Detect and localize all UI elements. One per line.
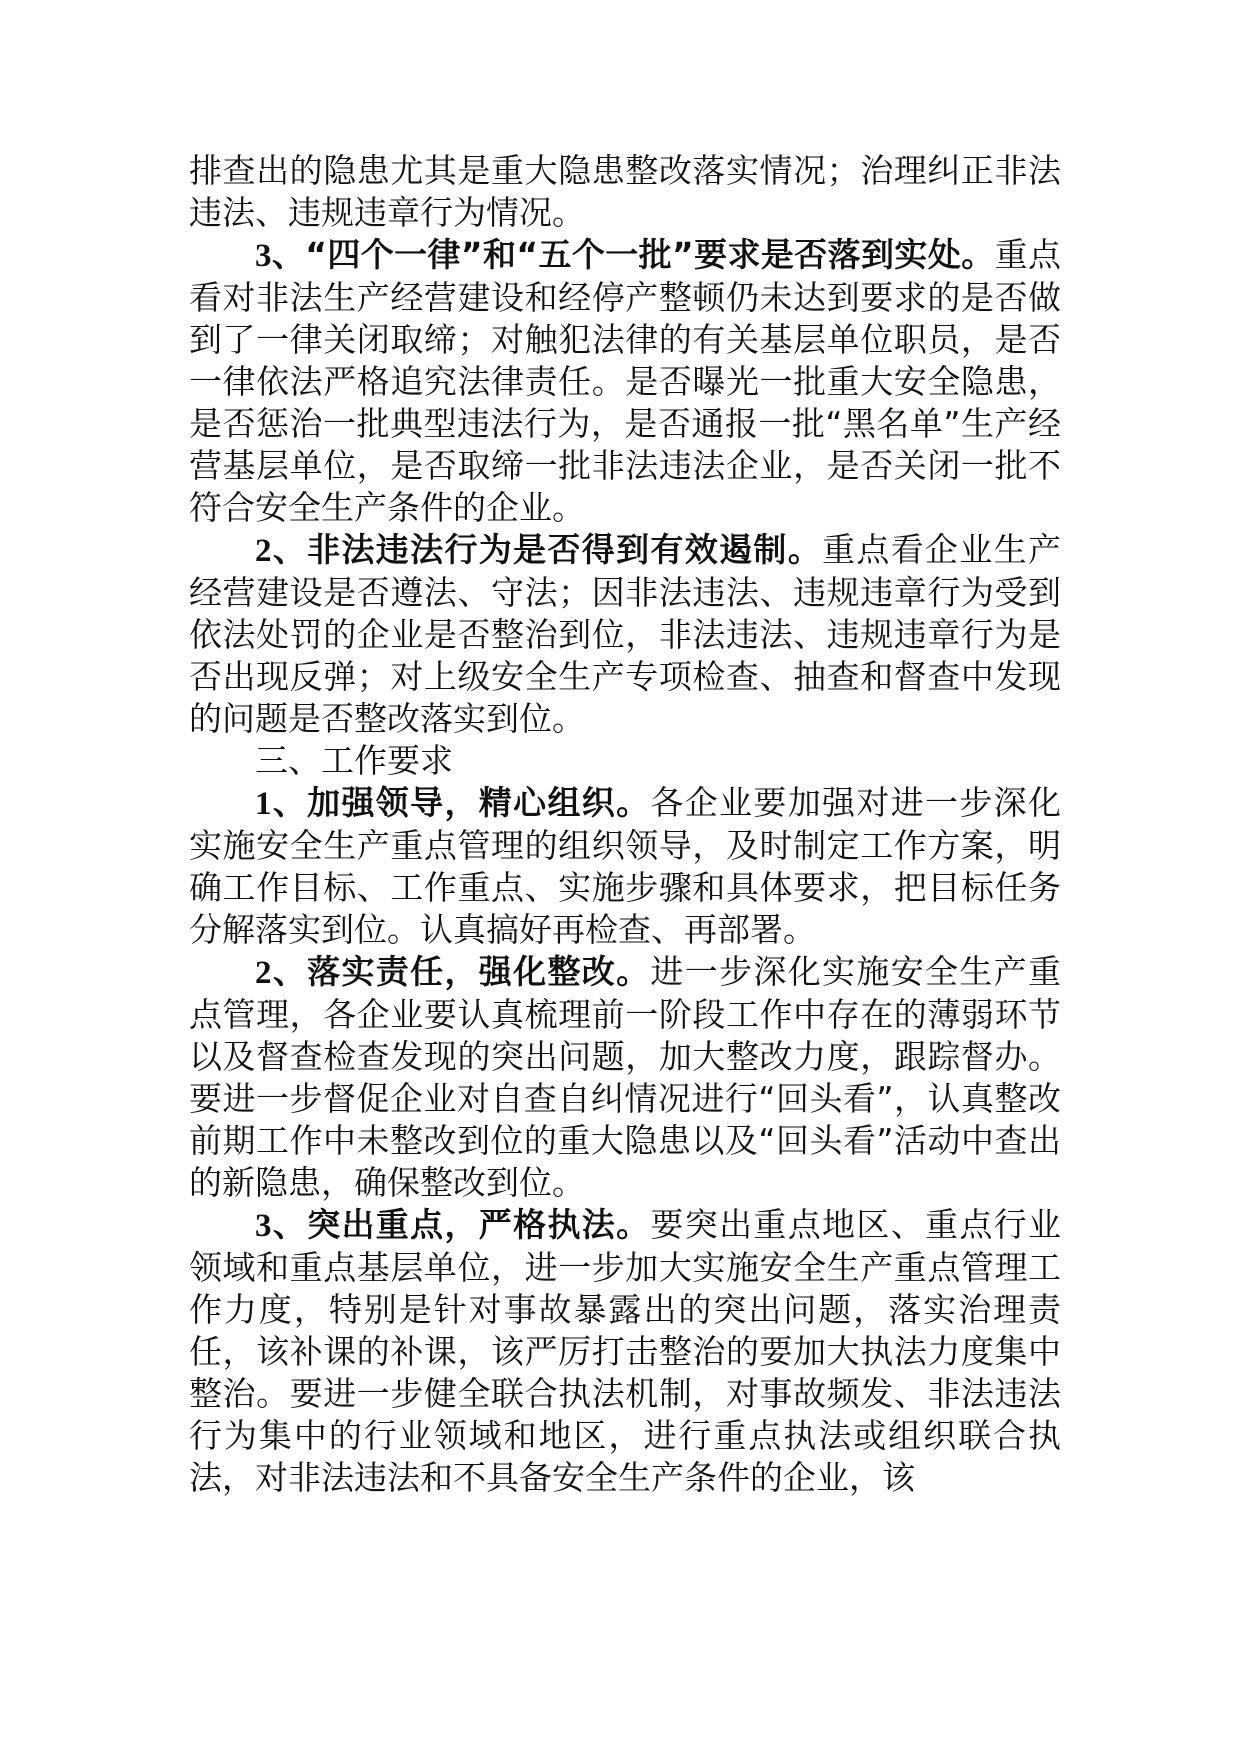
item-heading: “四个一律”和“五个一批”要求是否落到实处。	[305, 235, 995, 274]
paragraph-item-3-four-rules	[189, 234, 1061, 529]
paragraph-item-2-illegal-acts	[189, 529, 1061, 740]
section-title: 三、工作要求	[255, 741, 453, 780]
item-heading: 落实责任，强化整改。	[307, 952, 651, 991]
item-heading: 加强领导，精心组织。	[307, 783, 651, 822]
paragraph-body: 排查出的隐患尤其是重大隐患整改落实情况；治理纠正非法违法、违规违章行为情况。	[189, 151, 1061, 232]
paragraph-body: 重点看企业生产经营建设是否遵法、守法；因非法违法、违规违章行为受到依法处罚的企业是否整治到位，非法违法、违规违章行为是否出现反弹；对上级安全生产专项检查、抽查和督查中发现的问题是否整改落实到位。	[189, 530, 1062, 738]
paragraph-body: 各企业要加强对进一步深化实施安全生产重点管理的组织领导，及时制定工作方案，明确工作目标、工作重点、实施步骤和具体要求，把目标任务分解落实到位。认真搞好再检查、再部署。	[189, 783, 1062, 949]
paragraph-item-2-responsibility	[189, 951, 1061, 1204]
item-number: 3、	[255, 1208, 308, 1244]
paragraph-body: 重点看对非法生产经营建设和经停产整顿仍未达到要求的是否做到了一律关闭取缔；对触犯法律的有关基层单位职员，是否一律依法严格追究法律责任。是否曝光一批重大安全隐患，是否惩治一批典型违法行为，是否通报一批“黑名单”生产经营基层单位，是否取缔一批非法违法企业，是否关闭一批不符合安全生产条件的企业。	[189, 235, 1061, 527]
section-heading-work-requirements	[189, 740, 1061, 782]
paragraph-body: 进一步深化实施安全生产重点管理，各企业要认真梳理前一阶段工作中存在的薄弱环节以及督查检查发现的突出问题，加大整改力度，跟踪督办。要进一步督促企业对自查自纠情况进行“回头看”，认真整改前期工作中未整改到位的重大隐患以及“回头看”活动中查出的新隐患，确保整改到位。	[189, 952, 1062, 1202]
item-heading: 突出重点，严格执法。	[307, 1205, 651, 1244]
item-number: 3、	[255, 238, 306, 274]
paragraph-body: 要突出重点地区、重点行业领域和重点基层单位，进一步加大实施安全生产重点管理工作力度，特别是针对事故暴露出的突出问题，落实治理责任，该补课的补课，该严厉打击整治的要加大执法力度集中整治。要进一步健全联合执法机制，对事故频发、非法违法行为集中的行业领域和地区，进行重点执法或组织联合执法，对非法违法和不具备安全生产条件的企业，该	[189, 1205, 1062, 1497]
paragraph-continuation	[189, 150, 1061, 234]
document-page	[189, 150, 1061, 1499]
item-number: 1、	[255, 786, 308, 822]
item-number: 2、	[255, 955, 308, 991]
item-heading: 非法违法行为是否得到有效遏制。	[307, 530, 823, 569]
paragraph-item-3-enforcement	[189, 1204, 1061, 1499]
item-number: 2、	[255, 533, 308, 569]
paragraph-item-1-leadership	[189, 782, 1061, 951]
